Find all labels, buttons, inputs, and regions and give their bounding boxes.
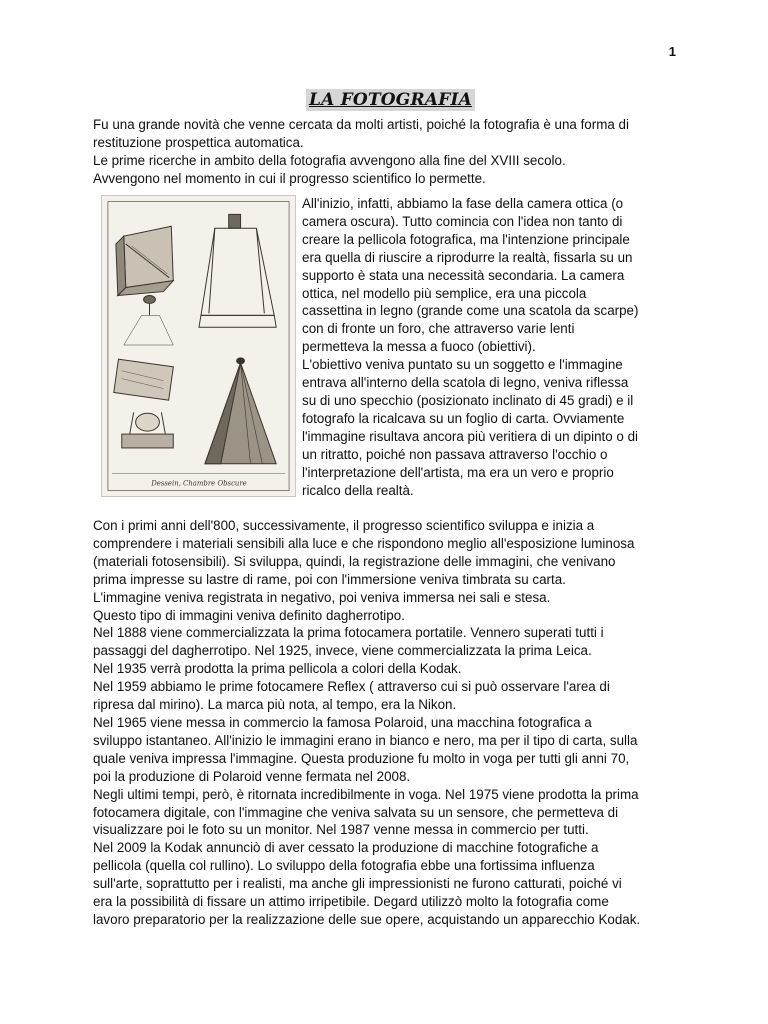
text-line: creare la pellicola fotografica, ma l'intenzione principale [302, 231, 630, 247]
text-line: supporto è stata una necessità secondaria. La camera [302, 267, 625, 283]
text-line: sull'arte, soprattutto per i realisti, ma anche gli impressionisti ne furono catturati, poiché vi [93, 876, 622, 892]
text-line: restituzione prospettica automatica. [93, 134, 304, 150]
text-line: su di uno specchio (posizionato inclinato di 45 gradi) e il [302, 392, 634, 408]
text-line: All'inizio, infatti, abbiamo la fase della camera ottica (o [302, 196, 624, 211]
text-line: lavoro preparatorio per la realizzazione delle sue opere, acquistando un apparecchio Kodak. [93, 911, 641, 927]
camera-obscura-paragraph [302, 195, 672, 499]
text-line: L'immagine veniva registrata in negativo, poi veniva immersa nei sali e stesa. [93, 589, 551, 605]
text-line: Le prime ricerche in ambito della fotografia avvengono alla fine del XVIII secolo. [93, 152, 566, 168]
text-line: Negli ultimi tempi, però, è ritornata incredibilmente in voga. Nel 1975 viene prodotta la prima [93, 786, 639, 802]
text-line: fotocamera digitale, con l'immagine che veniva salvata su un sensore, che permetteva di [93, 804, 619, 820]
text-line: sviluppo istantaneo. All'inizio le immagini erano in bianco e nero, ma per il tipo di carta, sulla [93, 732, 638, 748]
text-line: Nel 1959 abbiamo le prime fotocamere Reflex ( attraverso cui si può osservare l'area di [93, 679, 610, 695]
text-line: era quella di riuscire a riprodurre la realtà, fissarla su un [302, 249, 633, 265]
text-line: Questo tipo di immagini veniva definito dagherrotipo. [93, 607, 405, 623]
text-line: Avvengono nel momento in cui il progresso scientifico lo permette. [93, 170, 486, 186]
text-line: Nel 1965 viene messa in commercio la famosa Polaroid, una macchina fotografica a [93, 714, 592, 730]
text-line: camera oscura). Tutto comincia con l'idea non tanto di [302, 213, 623, 229]
text-line: quale veniva impressa l'immagine. Questa produzione fu molto in voga per tutti gli anni 70, [93, 750, 630, 766]
plate-caption: Dessein, Chambre Obscure [151, 479, 247, 488]
text-line: cassettina in legno (grande come una scatola da scarpe) [302, 303, 639, 319]
text-line: un ritratto, poiché non passava attraverso l'occhio o [302, 446, 608, 462]
text-line: visualizzare poi le foto su un monitor. Nel 1987 venne messa in commercio per tutti. [93, 822, 589, 838]
text-line: l'immagine risultava ancora più veritiera di un dipinto o di [302, 428, 639, 444]
text-line: (materiali fotosensibili). Si sviluppa, quindi, la registrazione delle immagini, che venivano [93, 553, 616, 569]
text-line: l'interpretazione dell'artista, ma era un vero e proprio [302, 464, 614, 480]
text-line: poi la produzione di Polaroid venne fermata nel 2008. [93, 768, 411, 784]
history-paragraph [93, 517, 683, 929]
text-line: ripresa dal mirino). La marca più nota, al tempo, era la Nikon. [93, 697, 457, 713]
text-line: L'obiettivo veniva puntato su un soggetto e l'immagine [302, 357, 623, 373]
text-line: permetteva la messa a fuoco (obiettivi). [302, 339, 536, 355]
camera-obscura-engraving [101, 195, 296, 497]
engraving-drawing [102, 196, 295, 496]
text-line: ricalco della realtà. [302, 482, 414, 498]
text-line: pellicola (quella col rullino). Lo sviluppo della fotografia ebbe una fortissima influenza [93, 858, 595, 874]
text-line: Nel 1888 viene commercializzata la prima fotocamera portatile. Vennero superati tutti i [93, 625, 604, 641]
text-line: Con i primi anni dell'800, successivamente, il progresso scientifico sviluppa e inizia a [93, 518, 595, 533]
text-line: era la possibilità di fissare un attimo irripetibile. Degard utilizzò molto la fotografia come [93, 894, 609, 910]
text-line: entrava all'interno della scatola di legno, veniva riflessa [302, 375, 629, 391]
intro-paragraph [93, 116, 683, 188]
document-title: LA FOTOGRAFIA [306, 89, 475, 111]
text-line: fotografo la ricalcava su un foglio di carta. Ovviamente [302, 410, 625, 426]
text-line: comprendere i materiali sensibili alla luce e che rispondono meglio all'esposizione luminosa [93, 535, 635, 551]
text-line: Nel 1935 verrà prodotta la prima pellicola a colori della Kodak. [93, 661, 462, 677]
text-line: prima impresse su lastre di rame, poi con l'immersione veniva timbrata su carta. [93, 571, 566, 587]
text-line: Fu una grande novità che venne cercata da molti artisti, poiché la fotografia è una forma di [93, 117, 629, 132]
text-line: passaggi del dagherrotipo. Nel 1925, invece, viene commercializzata la prima Leica. [93, 643, 592, 659]
text-line: ottica, nel modello più semplice, era una piccola [302, 285, 587, 301]
text-line: Nel 2009 la Kodak annunciò di aver cessato la produzione di macchine fotografiche a [93, 840, 599, 856]
page-number: 1 [668, 44, 676, 59]
text-line: con di fronte un foro, che attraverso varie lenti [302, 321, 575, 337]
